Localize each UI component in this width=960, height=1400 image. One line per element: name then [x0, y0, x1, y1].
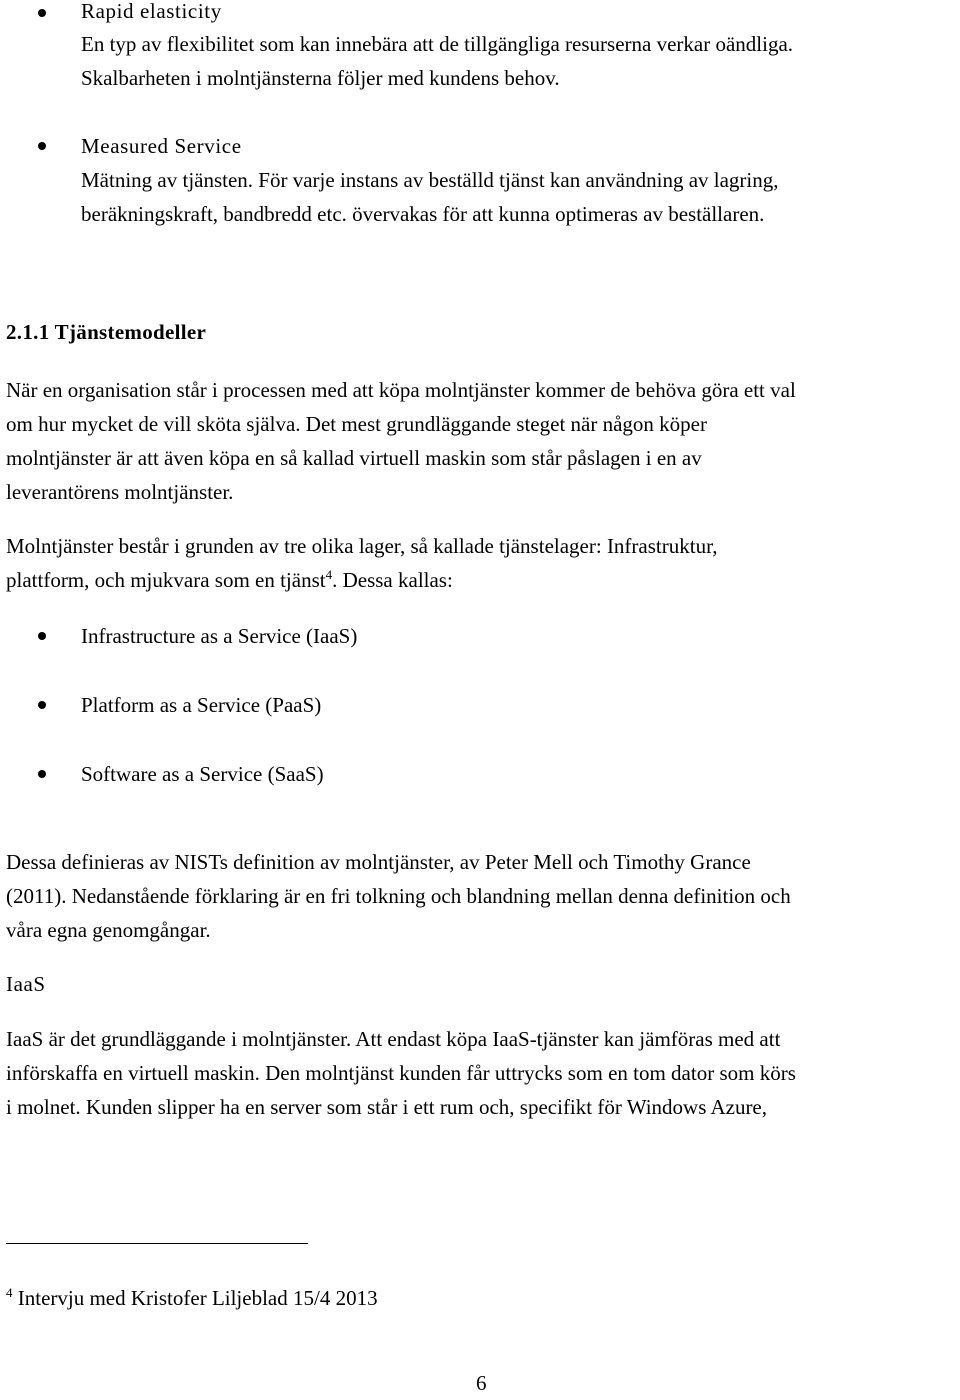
service-model-saas: Software as a Service (SaaS)	[81, 762, 324, 786]
rapid-elasticity-line-1: En typ av flexibilitet som kan innebära att de tillgängliga resurserna verkar oändliga.	[81, 32, 794, 56]
para1-line-1: När en organisation står i processen med att köpa molntjänster kommer de behöva göra ett val	[6, 378, 796, 402]
bullet-icon	[38, 770, 46, 778]
measured-service-line-1: Mätning av tjänsten. För varje instans av beställd tjänst kan användning av lagring,	[81, 168, 779, 192]
section-heading: 2.1.1 Tjänstemodeller	[6, 320, 207, 344]
bullet-icon	[38, 9, 46, 17]
measured-service-line-2: beräkningskraft, bandbredd etc. övervakas för att kunna optimeras av beställaren.	[81, 202, 765, 226]
para3-line-1: Dessa definieras av NISTs definition av molntjänster, av Peter Mell och Timothy Grance	[6, 850, 751, 874]
iaas-line-3: i molnet. Kunden slipper ha en server som står i ett rum och, specifikt för Windows Azure,	[6, 1095, 768, 1119]
footnote-text: Intervju med Kristofer Liljeblad 15/4 2013	[12, 1286, 378, 1310]
para2-line-2	[6, 563, 453, 597]
iaas-line-2: införskaffa en virtuell maskin. Den molntjänst kunden får uttrycks som en tom dator som körs	[6, 1061, 796, 1085]
measured-service-title: Measured Service	[81, 134, 242, 158]
footnote	[6, 1281, 378, 1315]
para1-line-3: molntjänster är att även köpa en så kallad virtuell maskin som står påslagen i en av	[6, 446, 702, 470]
footnote-number: 4	[6, 1285, 13, 1300]
bullet-icon	[38, 632, 46, 640]
page-number: 6	[476, 1371, 487, 1395]
iaas-line-1: IaaS är det grundläggande i molntjänster. Att endast köpa IaaS-tjänster kan jämföras med att	[6, 1027, 781, 1051]
service-model-iaas: Infrastructure as a Service (IaaS)	[81, 624, 358, 648]
para3-line-3: våra egna genomgångar.	[6, 918, 211, 942]
rapid-elasticity-title: Rapid elasticity	[81, 0, 222, 23]
iaas-heading: IaaS	[6, 972, 46, 996]
rapid-elasticity-line-2: Skalbarheten i molntjänsterna följer med kundens behov.	[81, 66, 560, 90]
bullet-icon	[38, 701, 46, 709]
para2-line-1: Molntjänster består i grunden av tre olika lager, så kallade tjänstelager: Infrastruktur,	[6, 534, 718, 558]
para2-line-2-tail: . Dessa kallas:	[332, 568, 453, 592]
para2-line-2-text: plattform, och mjukvara som en tjänst	[6, 568, 326, 592]
para1-line-4: leverantörens molntjänster.	[6, 480, 234, 504]
para1-line-2: om hur mycket de vill sköta själva. Det mest grundläggande steget när någon köper	[6, 412, 707, 436]
footnote-divider	[6, 1243, 308, 1244]
service-model-paas: Platform as a Service (PaaS)	[81, 693, 322, 717]
footnote-reference: 4	[325, 567, 333, 582]
para3-line-2: (2011). Nedanstående förklaring är en fri tolkning och blandning mellan denna definition och	[6, 884, 791, 908]
bullet-icon	[38, 142, 46, 150]
